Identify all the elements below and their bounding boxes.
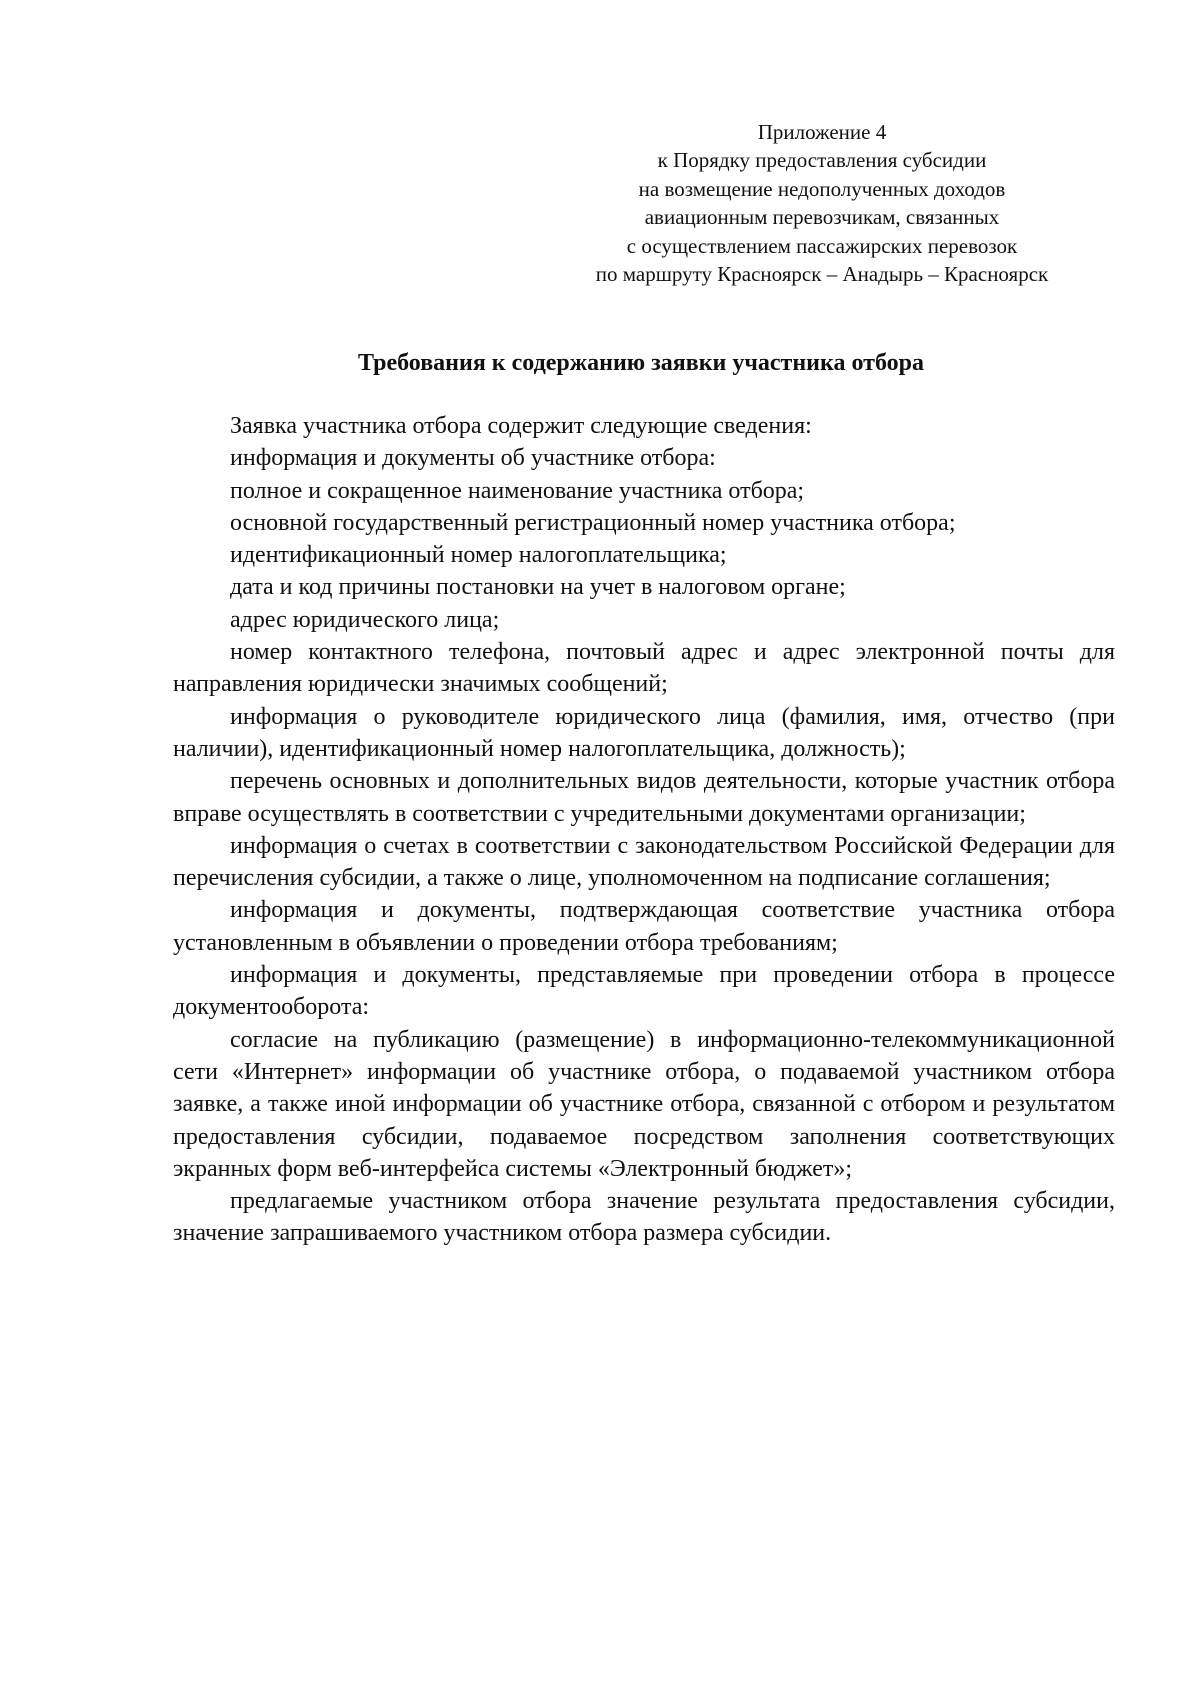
document-body: [173, 410, 1115, 1250]
body-paragraph: номер контактного телефона, почтовый адрес и адрес электронной почты для направления юридически значимых сообщений;: [173, 639, 1115, 698]
annex-header-line: на возмещение недополученных доходов: [638, 176, 1006, 201]
body-paragraph: информация о руководителе юридического лица (фамилия, имя, отчество (при наличии), идентификационный номер налогоплательщика, должность);: [173, 703, 1115, 762]
annex-header-line: по маршруту Красноярск – Анадырь – Красноярск: [595, 262, 1049, 287]
body-paragraph: Заявка участника отбора содержит следующие сведения:: [230, 413, 812, 439]
annex-header: [572, 118, 1072, 288]
body-paragraph: информация о счетах в соответствии с законодательством Российской Федерации для перечисления субсидии, а также о лице, уполномоченном на подписание соглашения;: [173, 832, 1115, 892]
annex-header-line: Приложение 4: [757, 120, 887, 144]
body-paragraph: адрес юридического лица;: [230, 606, 500, 633]
body-paragraph: информация и документы, подтверждающая соответствие участника отбора установленным в объявлении о проведении отбора требованиям;: [173, 897, 1115, 956]
body-paragraph: основной государственный регистрационный номер участника отбора;: [230, 509, 956, 536]
body-paragraph: информация и документы, представляемые при проведении отбора в процессе документооборота:: [173, 962, 1115, 1021]
body-paragraph: полное и сокращенное наименование участника отбора;: [230, 477, 805, 504]
annex-header-line: с осуществлением пассажирских перевозок: [626, 233, 1018, 258]
body-paragraph: согласие на публикацию (размещение) в информационно-телекоммуникационной сети «Интернет» информации об участнике отбора, о подаваемой участником отбора заявке, а также иной информации об участнике отбора, связанной с отбором и результатом предоставления субсидии, подаваемое посредством заполнения соответствующих экранных форм веб-интерфейса системы «Электронный бюджет»;: [173, 1026, 1115, 1182]
document-title: Требования к содержанию заявки участника отбора: [358, 350, 924, 376]
body-paragraph: перечень основных и дополнительных видов деятельности, которые участник отбора вправе осуществлять в соответствии с учредительными документами организации;: [173, 768, 1115, 827]
body-paragraph: дата и код причины постановки на учет в налоговом органе;: [230, 574, 846, 601]
body-paragraph: предлагаемые участником отбора значение результата предоставления субсидии, значение запрашиваемого участником отбора размера субсидии.: [173, 1188, 1115, 1247]
body-paragraph: информация и документы об участнике отбора:: [230, 445, 716, 472]
annex-header-line: к Порядку предоставления субсидии: [657, 148, 987, 173]
annex-header-line: авиационным перевозчикам, связанных: [644, 205, 1000, 230]
body-paragraph: идентификационный номер налогоплательщика;: [230, 542, 727, 569]
